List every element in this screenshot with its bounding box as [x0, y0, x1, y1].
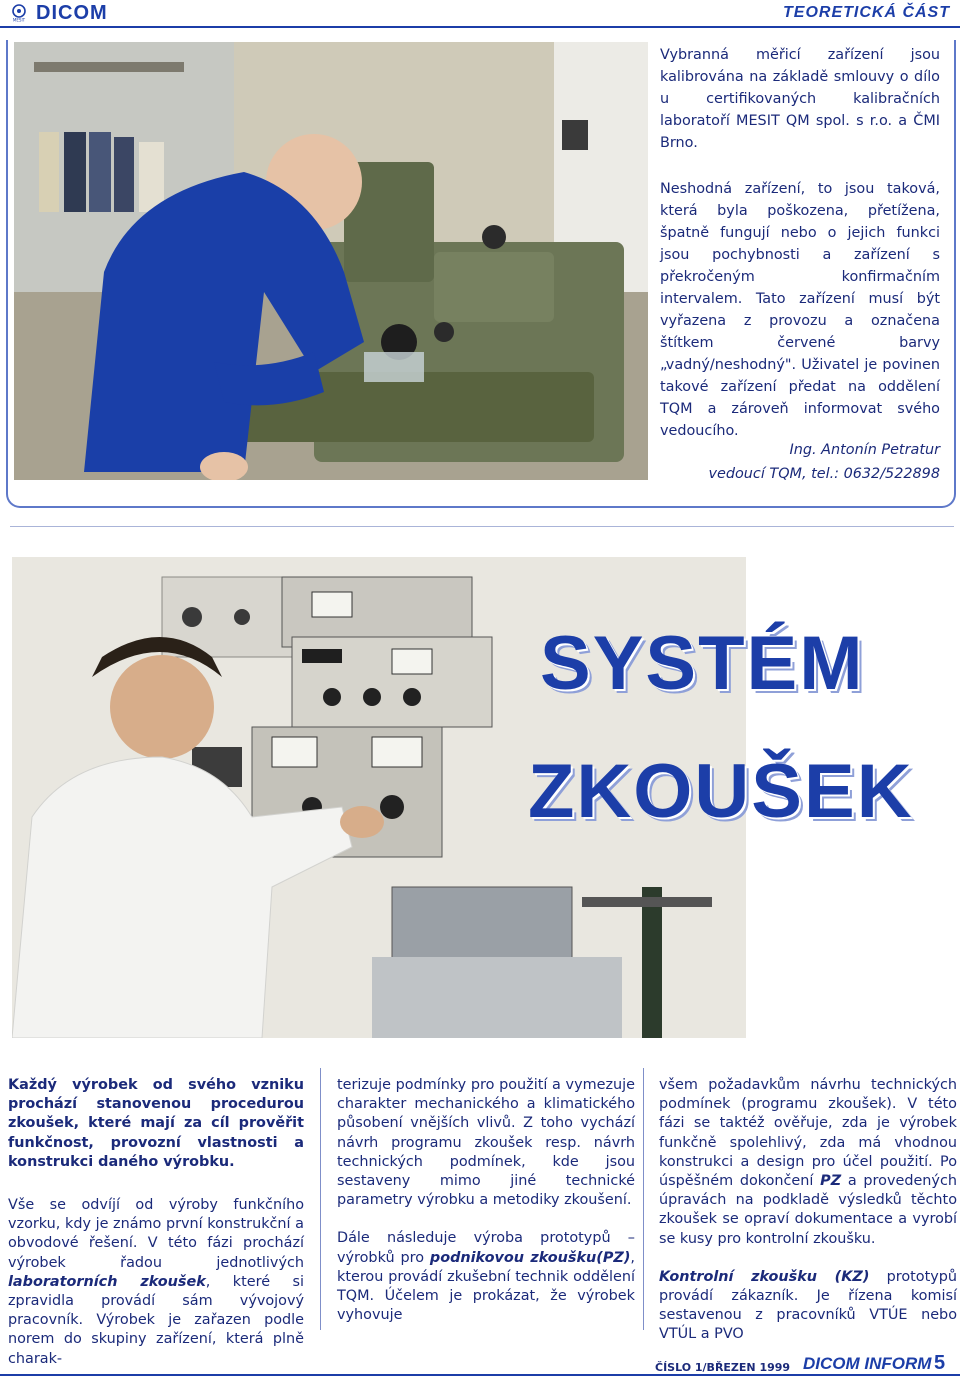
- top-text-block: [660, 44, 940, 466]
- text-column-1: [8, 1076, 304, 1388]
- col3-text-a: všem požadavkům návrhu technických podmínek (programu zkoušek). V této fázi se taktéž ověřuje, zda je výrobek funkčně spolehlivý, zda má vhodnou konstrukci a design pro účel použití. Po úspěšném dokončení: [659, 1077, 957, 1190]
- title-line-1: SYSTÉM: [540, 621, 865, 706]
- photo-technician-microscope: [14, 42, 648, 480]
- col2-text-b: , kterou provádí zkušební technik oddělení TQM. Účelem je prokázat, že výrobek vyhovuje: [337, 1249, 635, 1324]
- column-separator: [320, 1068, 321, 1330]
- col1-text-a: Vše se odvíjí od výroby funkčního vzorku, kdy je známo první konstrukční a obvodové řešení. V této fázi prochází výrobek řadou jednotlivých: [8, 1197, 304, 1271]
- control-test-emphasis: Kontrolní zkoušku (KZ): [659, 1268, 870, 1285]
- nonconforming-paragraph: Neshodná zařízení, to jsou taková, která byla poškozena, přetížena, špatně fungují nebo o jejich funkci jsou pochybnosti a zařízení s překročeným konfirmačním intervalem. Tato zařízení musí být vyřazena z provozu a označena štítkem červené barvy „vadný/neshodný". Uživatel je povinen takové zařízení předat na oddělení TQM a zároveň informovat svého vedoucího.: [660, 181, 940, 439]
- calibration-paragraph: Vybranná měřicí zařízení jsou kalibrována na základě smlouvy o dílo u certifikovaných kalibračních laboratoří MESIT QM spol. s r.o. a ČMI Brno.: [660, 47, 940, 151]
- issue-label: ČÍSLO 1/BŘEZEN 1999: [655, 1361, 791, 1374]
- header-rule: [0, 26, 960, 28]
- column-separator: [643, 1068, 644, 1330]
- section-title: TEORETICKÁ ČÁST: [783, 4, 950, 21]
- author-name: Ing. Antonín Petratur: [789, 442, 940, 458]
- column3-paragraph-1: [659, 1076, 957, 1249]
- logo-text: DICOM: [36, 1, 108, 24]
- column2-paragraph-1: terizuje podmínky pro použití a vymezuje charakter mechanického a klimatického působení vnějších vlivů. Z toho vychází návrh programu zkoušek resp. návrh technických podmínek, kde jsou sestaveny mimo jiné technické parametry výrobku a metodiky zkoušení.: [337, 1077, 635, 1209]
- text-column-3: [659, 1076, 957, 1364]
- dicom-logo: [8, 3, 108, 23]
- footer-rule: [0, 1374, 960, 1376]
- col3-text-c: prototypů provádí zákazník. Je řízena komisí sestavenou z pracovníků VTÚE nebo VTÚL a PVO: [659, 1268, 957, 1343]
- author-role: vedoucí TQM, tel.: 0632/522898: [708, 466, 940, 482]
- column3-paragraph-2: [659, 1268, 957, 1345]
- company-test-emphasis: podnikovou zkoušku(PZ): [429, 1249, 631, 1266]
- lead-paragraph: Každý výrobek od svého vzniku prochází stanovenou procedurou zkoušek, které mají za cíl prověřit funkčnost, provozní vlastnosti a konstrukci daného výrobku.: [8, 1077, 304, 1170]
- col2-text-a: Dále následuje výroba prototypů – výrobků pro: [337, 1230, 635, 1266]
- lab-tests-emphasis: laboratorních zkoušek: [8, 1273, 206, 1290]
- footer-brand: DICOM INFORM: [803, 1354, 932, 1373]
- col3-text-b: a provedených úpravách na podkladě výsledků těchto zkoušek se opraví dokumentace a vyrobí se kusy pro kontrolní zkoušku.: [659, 1173, 957, 1247]
- logo-mark-caption: MESIT: [12, 17, 26, 22]
- title-line-2: ZKOUŠEK: [528, 749, 914, 834]
- pz-emphasis: PZ: [820, 1173, 842, 1190]
- column1-paragraph: [8, 1196, 304, 1369]
- page-number: 5: [934, 1352, 946, 1374]
- mesit-logo-icon: [8, 4, 30, 22]
- text-column-2: [337, 1076, 635, 1344]
- column2-paragraph-2: [337, 1229, 635, 1325]
- section-divider: [10, 526, 954, 527]
- col1-text-b: , které si zpravidla provádí sám vývojový pracovník. Výrobek je zařazen podle norem do skupiny zařízení, která plně charak-: [8, 1273, 304, 1367]
